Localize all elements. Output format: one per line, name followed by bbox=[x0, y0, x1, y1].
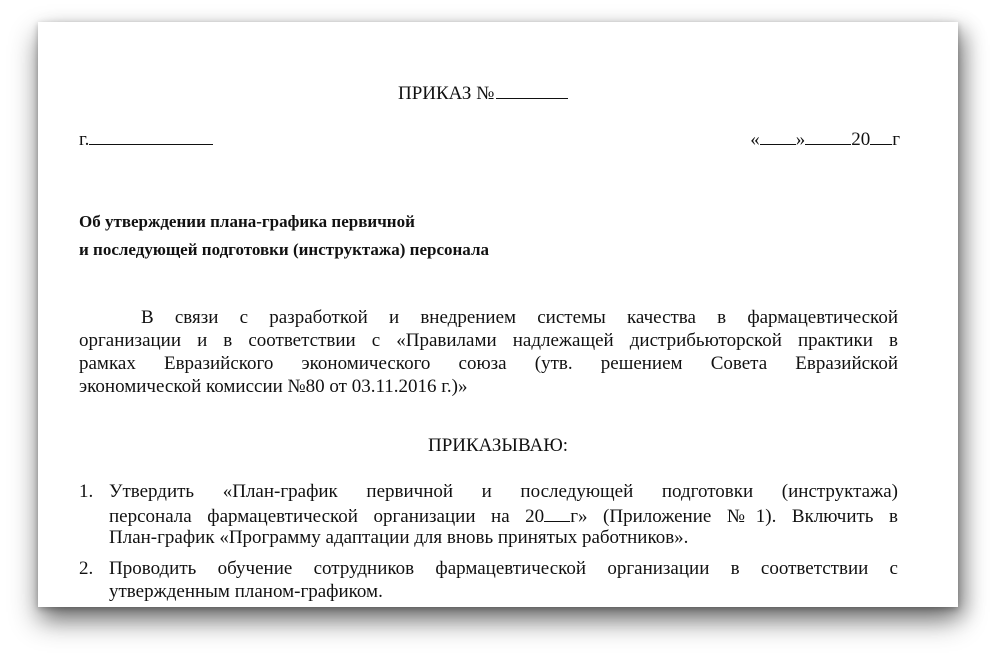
item-line-part: г» (Приложение №1). Включить в bbox=[570, 506, 898, 527]
item-line: Утвердить «План-график первичной и последующей подготовки (инструктажа) bbox=[109, 481, 898, 502]
month-blank bbox=[805, 126, 851, 145]
item-line bbox=[109, 503, 898, 526]
item-line-part: персонала фармацевтической организации на 20 bbox=[109, 506, 545, 527]
document-title bbox=[398, 80, 568, 105]
item-number: 1. bbox=[79, 481, 94, 502]
order-subject bbox=[79, 208, 679, 264]
subject-line: и последующей подготовки (инструктажа) персонала bbox=[79, 240, 489, 259]
title-text: ПРИКАЗ № bbox=[398, 83, 495, 104]
list-item bbox=[79, 557, 898, 603]
date-open-quote: « bbox=[750, 129, 760, 150]
preamble-line: экономической комиссии №80 от 03.11.2016 г.)» bbox=[79, 376, 468, 397]
date-close-quote: » bbox=[795, 129, 806, 150]
order-heading: ПРИКАЗЫВАЮ: bbox=[427, 435, 569, 456]
subject-line: Об утверждении плана-графика первичной bbox=[79, 212, 415, 231]
day-blank bbox=[760, 126, 796, 145]
city-prefix: г. bbox=[79, 129, 90, 150]
preamble-line: В связи с разработкой и внедрением системы качества в фармацевтической bbox=[141, 307, 898, 328]
preamble-paragraph bbox=[79, 306, 898, 398]
item-line: План-график «Программу адаптации для вновь принятых работников». bbox=[109, 527, 689, 548]
order-number-blank bbox=[496, 80, 568, 99]
preamble-line: рамках Евразийского экономического союза (утв. решением Совета Евразийской bbox=[79, 353, 898, 374]
city-blank bbox=[89, 126, 213, 145]
year-blank bbox=[870, 126, 892, 145]
preamble-line: организации и в соответствии с «Правилами надлежащей дистрибьюторской практики в bbox=[79, 330, 898, 351]
list-item bbox=[79, 480, 898, 549]
city-field bbox=[79, 126, 213, 151]
item-line: Проводить обучение сотрудников фармацевтической организации в соответствии с bbox=[109, 558, 898, 579]
document-page bbox=[38, 22, 958, 607]
year-prefix: 20 bbox=[851, 129, 871, 150]
item-line: утвержденным планом-графиком. bbox=[109, 581, 383, 602]
item-number: 2. bbox=[79, 558, 94, 579]
year-blank bbox=[544, 503, 570, 522]
date-field bbox=[750, 126, 900, 151]
order-items-list bbox=[79, 480, 898, 611]
year-suffix: г bbox=[892, 129, 900, 150]
